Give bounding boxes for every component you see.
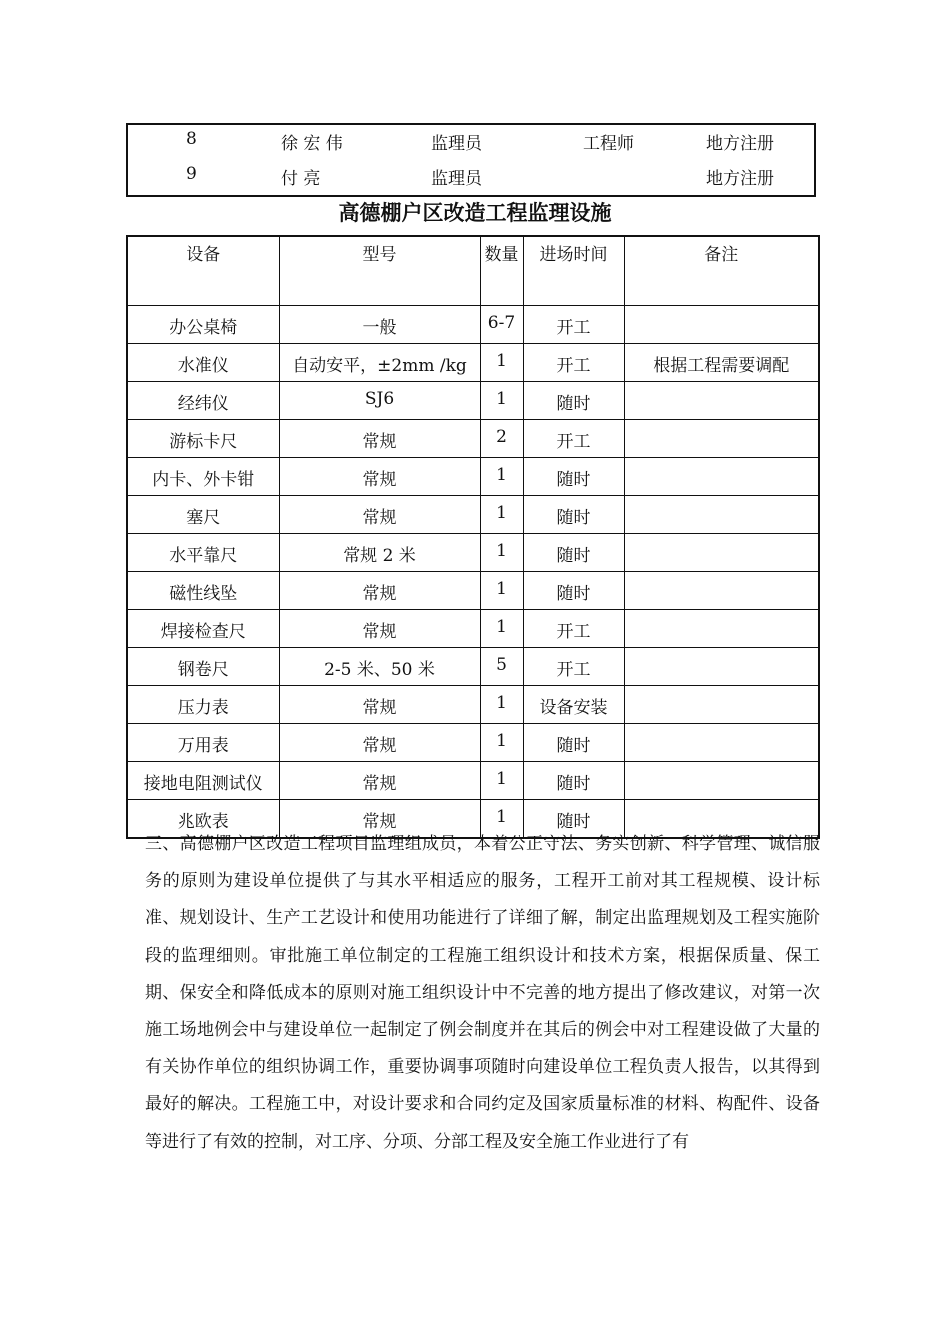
cell-time: 随时 [523,458,624,496]
table-row [127,344,819,382]
cell-note [624,762,819,800]
cell-device: 压力表 [127,686,279,724]
cell-device: 磁性线坠 [127,572,279,610]
staff-title: 工程师 [583,134,634,154]
cell-note [624,306,819,344]
cell-note [624,496,819,534]
table-row [127,458,819,496]
header-model: 型号 [279,236,480,306]
cell-note [624,686,819,724]
cell-model: SJ6 [279,382,480,420]
cell-qty: 1 [480,724,523,762]
cell-device: 兆欧表 [127,800,279,839]
staff-no: 8 [186,129,197,149]
cell-note [624,610,819,648]
cell-time: 开工 [523,306,624,344]
cell-qty: 1 [480,382,523,420]
cell-note [624,648,819,686]
cell-device: 水平靠尺 [127,534,279,572]
cell-model: 常规 [279,458,480,496]
staff-no: 9 [186,164,197,184]
cell-device: 塞尺 [127,496,279,534]
cell-qty: 1 [480,610,523,648]
equipment-table [126,235,820,839]
header-note: 备注 [624,236,819,306]
cell-time: 随时 [523,382,624,420]
cell-device: 经纬仪 [127,382,279,420]
table-row [127,420,819,458]
cell-model: 常规 [279,572,480,610]
cell-time: 随时 [523,724,624,762]
cell-model: 2-5 米、50 米 [279,648,480,686]
staff-reg: 地方注册 [706,169,774,189]
cell-time: 开工 [523,420,624,458]
cell-model: 常规 [279,420,480,458]
cell-time: 随时 [523,572,624,610]
cell-note [624,572,819,610]
cell-time: 随时 [523,762,624,800]
table-row [127,534,819,572]
staff-name: 付 亮 [281,169,321,189]
cell-note [624,382,819,420]
cell-time: 开工 [523,610,624,648]
table-row [127,648,819,686]
equipment-body [127,306,819,839]
paragraph-text: 三、高德棚户区改造工程项目监理组成员，本着公正守法、务实创新、科学管理、诚信服务的原则为建设单位提供了与其水平相适应的服务，工程开工前对其工程规模、设计标准、规划设计、生产工艺设计和使用功能进行了详细了解，制定出监理规划及工程实施阶段的监理细则。审批施工单位制定的工程施工组织设计和技术方案，根据保质量、保工期、保安全和降低成本的原则对施工组织设计中不完善的地方提出了修改建议，对第一次施工场地例会中与建设单位一起制定了例会制度并在其后的例会中对工程建设做了大量的有关协作单位的组织协调工作，重要协调事项随时向建设单位工程负责人报告，以其得到最好的解决。工程施工中，对设计要求和合同约定及国家质量标准的材料、构配件、设备等进行了有效的控制，对工序、分项、分部工程及安全施工作业进行了有 [145,834,820,1152]
table-row [127,686,819,724]
cell-qty: 1 [480,496,523,534]
cell-model: 一般 [279,306,480,344]
section-title: 高德棚户区改造工程监理设施 [338,201,612,225]
cell-model: 常规 [279,724,480,762]
cell-time: 设备安装 [523,686,624,724]
header-time: 进场时间 [523,236,624,306]
table-row [127,382,819,420]
cell-note [624,458,819,496]
cell-note [624,534,819,572]
cell-model: 常规 [279,762,480,800]
table-row [127,572,819,610]
cell-time: 随时 [523,800,624,839]
table-row [127,762,819,800]
staff-reg: 地方注册 [706,134,774,154]
cell-model: 自动安平，±2mm /kg [279,344,480,382]
cell-qty: 1 [480,686,523,724]
cell-model: 常规 [279,610,480,648]
staff-table [126,123,816,197]
cell-note [624,420,819,458]
table-row [127,724,819,762]
cell-device: 万用表 [127,724,279,762]
cell-time: 随时 [523,534,624,572]
staff-row [128,125,814,161]
cell-qty: 1 [480,762,523,800]
cell-note: 根据工程需要调配 [624,344,819,382]
cell-qty: 6-7 [480,306,523,344]
cell-device: 钢卷尺 [127,648,279,686]
table-row [127,496,819,534]
cell-model: 常规 [279,496,480,534]
cell-device: 接地电阻测试仪 [127,762,279,800]
cell-time: 随时 [523,496,624,534]
cell-note [624,724,819,762]
staff-role: 监理员 [431,169,482,189]
cell-device: 内卡、外卡钳 [127,458,279,496]
cell-model: 常规 2 米 [279,534,480,572]
table-row [127,306,819,344]
cell-qty: 1 [480,572,523,610]
staff-name: 徐 宏 伟 [281,134,343,154]
body-paragraph [145,826,820,1161]
cell-qty: 1 [480,344,523,382]
cell-qty: 1 [480,800,523,839]
cell-qty: 1 [480,458,523,496]
cell-device: 水准仪 [127,344,279,382]
header-qty: 数量 [480,236,523,306]
cell-model: 常规 [279,800,480,839]
cell-device: 游标卡尺 [127,420,279,458]
cell-qty: 2 [480,420,523,458]
header-device: 设备 [127,236,279,306]
table-row [127,610,819,648]
cell-qty: 5 [480,648,523,686]
staff-role: 监理员 [431,134,482,154]
cell-time: 开工 [523,648,624,686]
equipment-header-row [127,236,819,306]
cell-device: 焊接检查尺 [127,610,279,648]
cell-model: 常规 [279,686,480,724]
cell-time: 开工 [523,344,624,382]
cell-device: 办公桌椅 [127,306,279,344]
staff-row [128,160,814,196]
cell-qty: 1 [480,534,523,572]
